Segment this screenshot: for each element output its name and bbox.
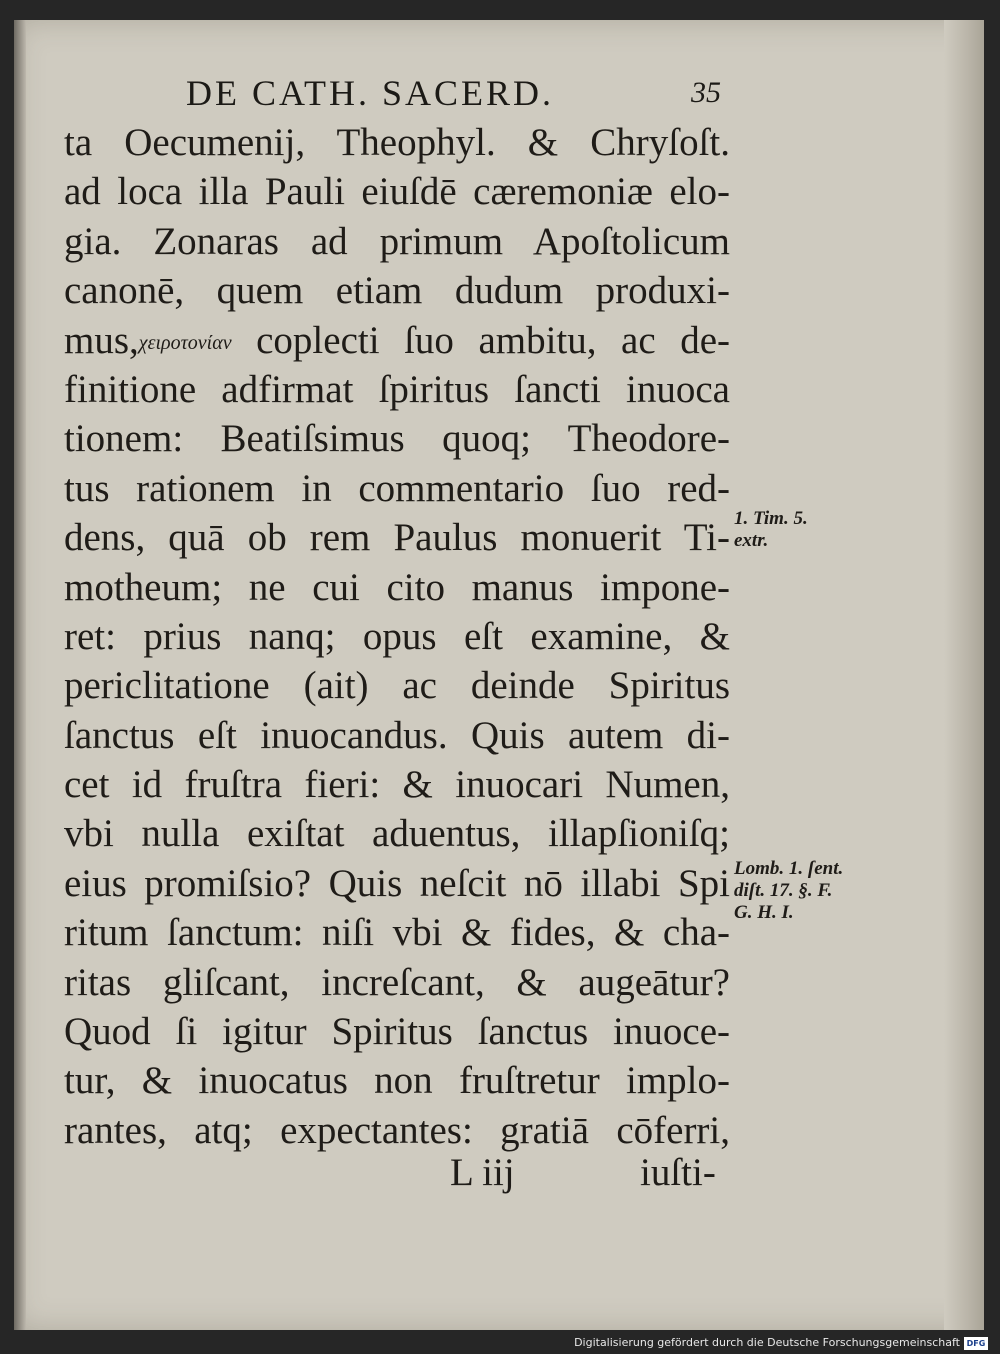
text-line: tus rationem in commentario ſuo red- — [64, 466, 730, 510]
page-header — [186, 72, 746, 118]
text-line: ta Oecumenij, Theophyl. & Chryſoſt. — [64, 121, 730, 164]
catchword: iuſti- — [640, 1151, 716, 1194]
text-line: cet id fruſtra fieri: & inuocari Numen, — [64, 763, 730, 807]
page-edge — [944, 20, 984, 1330]
margin-note-timothy — [734, 508, 808, 552]
signature-mark: L iij — [450, 1151, 515, 1194]
main-text — [64, 118, 730, 1155]
margin-note-line: G. H. I. — [734, 902, 794, 923]
text-line: ſanctus eſt inuocandus. Quis autem di- — [64, 713, 730, 757]
margin-note-line: diſt. 17. §. F. — [734, 880, 833, 901]
text-line: ritas gliſcant, increſcant, & augeātur? — [64, 960, 730, 1004]
margin-note-lombard — [734, 858, 843, 924]
text-line: rantes, atq; expectantes: gratiā cōferri, — [64, 1108, 730, 1152]
page-number: 35 — [691, 76, 721, 109]
text-line: ritum ſanctum: niſi vbi & fides, & cha- — [64, 911, 730, 955]
dfg-logo: DFG — [964, 1337, 988, 1350]
text-line: ret: prius nanq; opus eſt examine, & — [64, 614, 730, 658]
margin-note-line: Lomb. 1. ſent. — [734, 858, 844, 879]
greek-word: χειροτονίαν — [138, 331, 232, 354]
text-line-with-greek — [64, 316, 730, 365]
text-line: ad loca illa Pauli eiuſdē cæremoniæ elo- — [64, 170, 730, 214]
text-line: dens, quā ob rem Paulus monuerit Ti- — [64, 516, 730, 560]
text-line: gia. Zonaras ad primum Apoſtolicum — [64, 219, 730, 263]
text-line: tionem: Beatiſsimus quoq; Theodore- — [64, 417, 730, 461]
text-line: canonē, quem etiam dudum produxi- — [64, 269, 730, 313]
text-line: periclitatione (ait) ac deinde Spiritus — [64, 664, 730, 708]
text-line: Quod ſi igitur Spiritus ſanctus inuoce- — [64, 1010, 730, 1054]
margin-note-line: extr. — [734, 530, 769, 551]
line-rest: coplecti ſuo ambitu, ac de- — [256, 318, 730, 362]
funding-credit: Digitalisierung gefördert durch die Deutsche Forschungsgemeinschaft — [574, 1336, 960, 1349]
text-line: tur, & inuocatus non fruſtretur implo- — [64, 1059, 730, 1103]
text-line: vbi nulla exiſtat aduentus, illapſioniſq; — [64, 812, 730, 856]
book-gutter — [14, 20, 26, 1330]
catchword-line — [450, 1150, 730, 1200]
text-line: finitione adfirmat ſpiritus ſancti inuoca — [64, 367, 730, 411]
footer-bar — [0, 1334, 1000, 1354]
text-line: eius promiſsio? Quis neſcit nō illabi Spi — [64, 861, 730, 905]
line-prefix: mus, — [64, 318, 139, 362]
text-line: motheum; ne cui cito manus impone- — [64, 565, 730, 609]
running-head: DE CATH. SACERD. — [186, 73, 555, 113]
margin-note-line: 1. Tim. 5. — [734, 508, 808, 529]
